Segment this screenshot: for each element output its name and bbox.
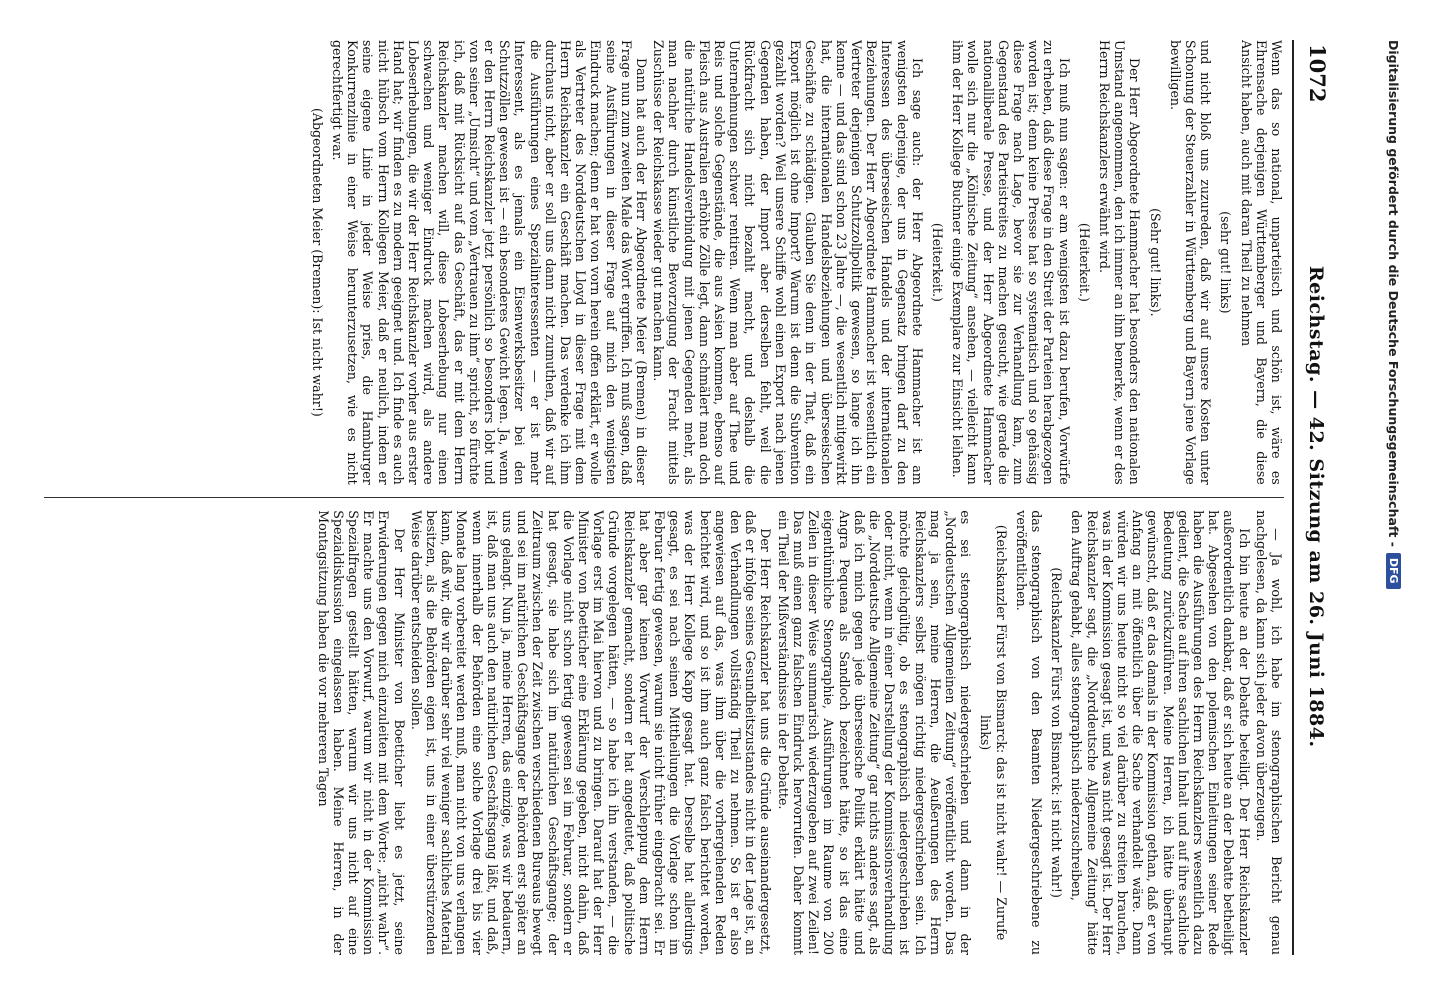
- credit-text: Digitalisierung gefördert durch die Deutsche Forschungsgemeinschaft -: [1386, 40, 1402, 547]
- paragraph: Ich bin heute an der Debatte beteiligt. Der Herr Reichskanzler außerordentlich dankbar, daß er sich heute an der Debatte betheiligt hat. Abgesehen von den polemischen Einleitungen seiner Rede haben die Ausführungen des Herrn Reichskanzlers wesentlich dazu gedient, die Sache auf ihren sachlichen Inhalt und auf ihre sachliche Bedeutung zurückzuführen. Meine Herren, ich hätte überhaupt gewünscht, daß er das damals in der Kommission gethan, daß er von Anfang an mit öffentlich über die Sache verhandelt wäre. Dann würden wir uns heute nicht so viel darüber zu streiten brauchen, was in der Kommission gesagt ist, und was nicht gesagt ist. Der Herr Reichskanzler sagt, die „Norddeutsche Allgemeine Zeitung“ hätte den Auftrag gehabt, alles stenographisch niederzuschreiben,: [1069, 510, 1252, 955]
- interjection: (Abgeordneten Meier (Bremen): Ist nicht wahr!): [309, 107, 325, 417]
- interjection: (Heiterkeit.): [929, 222, 945, 302]
- column-divider: [44, 497, 1284, 499]
- interjection: (sehr gut! links): [1218, 211, 1234, 314]
- interjection: (Sehr gut! links).: [1147, 208, 1163, 317]
- paragraph: — Ja wohl, ich habe im stenographischen Bericht genau nachgelesen, da kann sich jeder davon überzeugen.: [1253, 510, 1284, 955]
- digitization-credit: [1383, 40, 1405, 980]
- paragraph: Ich sage auch: der Herr Abgeordnete Hammacher ist am wenigsten derjenige, der uns in Gegensatz bringen darf zu den Interessen des überseeischen Handels und der internationalen Beziehungen. Der Herr Abgeordnete Hammacher ist wesentlich ein Vertreter derjenigen Schutzzollpolitik gewesen, so lange ich ihn kenne — und das sind schon 23 Jahre —, die wesentlich mitgewirkt hat, die internationalen Handelsbeziehungen und überseeischen Geschäfte zu schädigen. Glauben Sie denn in der That, daß ein Export möglich ist ohne Import? Warum ist denn die Subvention gezahlt worden? Weil unsere Schiffe wohl einen Export nach jenen Gegenden haben, der Import aber derselben fehlt, weil die Rückfracht sich nicht bezahlt macht, und deshalb die Unternehmungen schwer rentiren. Wenn man aber auf Thee und Reis und solche Gegenstände, die aus Asien kommen, ebenso auf Fleisch aus Australien erhöhte Zölle legt, dann schmälert man doch die natürliche Handelsverbindung mit jenen Gegenden mehr, als man nachher durch künstliche Bevorzugung der Fracht mittels Zuschüsse der Reichskasse wieder gut machen kann.: [651, 40, 925, 485]
- right-column: [44, 510, 1284, 955]
- paragraph: Wenn das so national, unparteiisch und schön ist, wäre es Ehrensache derjenigen Württemberger und Bayern, die diese Ansicht haben, auch mit daran Theil zu nehmen: [1238, 40, 1284, 485]
- page-number: 1072: [1305, 44, 1330, 103]
- paragraph: das stenographisch von den Beamten Niedergeschriebene zu veröffentlichen.: [1013, 510, 1044, 955]
- paragraph: und nicht bloß uns zuzureden, daß wir auf unsere Kosten unter Schonung der Steuerzahler in Württemberg und Bayern jene Vorlage bewilligen.: [1167, 40, 1214, 485]
- page-title: Reichstag. — 42. Sitzung am 26. Juni 1884.: [1305, 265, 1327, 748]
- paragraph: es sei stenographisch niedergeschrieben und dann in der „Norddeutschen Allgemeinen Zeitung“ veröffentlicht worden. Das mag ja sein, meine Herren, die Aeußerungen des Herrn Reichskanzlers selbst mögen richtig niedergeschrieben sein. Ich möchte gleichgültig, ob es stenographisch niedergeschrieben ist oder nicht, wenn in einer Darstellung der Kommissionsverhandlung die „Norddeutsche Allgemeine Zeitung“ gar nichts anderes sagt, als daß ich mich gegen jede überseeische Politik erklärt hätte und Angra Pequena als Sandloch bezeichnet hätte, so ist das eine eigenthümliche Stenographie, Ausführungen im Raume von 200 Zeilen in dieser Weise summarisch wiederzugeben auf zwei Zeilen! Das muß einen ganz falschen Eindruck hervorrufen. Daher kommt ein Theil der Mißverständnisse in der Debatte.: [775, 510, 974, 955]
- left-column: [44, 40, 1284, 485]
- paragraph: Der Herr Reichskanzler hat uns die Gründe auseinandergesetzt, daß er infolge seines Gesundheitszustandes nicht in der Lage ist, an den Verhandlungen vollständig Theil zu nehmen. So ist er also angewiesen auf das, was ihm über die vorhergehenden Reden berichtet wird, und so ist ihm auch ganz falsch berichtet worden, was der Herr Kollege Kapp gesagt hat. Derselbe hat allerdings gesagt, es sei nach seinen Mittheilungen die Vorlage schon im Februar fertig gewesen, warum sie nicht früher eingebracht sei. Er hat aber gar keinen Vorwurf der Verschleppung dem Herrn Reichskanzler gemacht, sondern er hat angedeutet, daß politische Gründe vorgelegen hätten, — so habe ich ihn verstanden, — die Vorlage erst im Mai hiervon und zu bringen. Darauf hat der Herr Minister von Boetticher eine Erklärung gegeben, nicht dahin, daß die Vorlage nicht schon fertig gewesen sei im Februar, sondern er hat gesagt, sie habe sich im natürlichen Geschäftsgange; der Zeitraum zwischen der Zeit zwischen verschiedenen Bureaus bewegt und sei im natürlichen Geschäftsgange der Behörden erst später an uns gelangt. Nun ja, meine Herren, das einzige, was wir bedauern, ist, daß man uns auch den natürlichen Geschäftsgang läßt, und daß, wenn innerhalb der Behörden eine solche Vorlage drei bis vier Monate lang vorbereitet werden muß, man nicht von uns verlangen kann, daß wir, die wir darüber sehr viel weniger sachliches Material besitzen, als die Behörden eigen ist, uns in einer überstürzenden Weise darüber entscheiden sollen.: [408, 510, 774, 955]
- paragraph: Der Herr Minister von Boetticher liebt es jetzt, seine Erwiderungen gegen mich einzuleiten mit dem Worte: „nicht wahr“. Er machte uns den Vorwurf, warum wir nicht in der Kommission Spezialfragen gestellt hätten, warum wir uns nicht auf eine Spezialdiskussion eingelassen haben. Meine Herren, in der Montagsitzung haben die vor mehreren Tagen: [315, 510, 407, 955]
- interjection: (Heiterkeit.): [1076, 222, 1092, 302]
- page-header: [1292, 40, 1330, 955]
- interjection: (Reichskanzler Fürst von Bismarck: ist nicht wahr!): [1049, 567, 1065, 898]
- paragraph: Ich muß nun sagen: er am wenigsten ist dazu berufen, Vorwürfe zu erheben, daß diese Frage in den Streit der Parteien herabgezogen worden ist; denn keine Presse hat so systematisch und so gehässig diese Frage nach Lage, bevor sie zur Verhandlung kam, zum Gegenstand des Parteistreites zu machen gesucht, wie gerade die nationalliberale Presse, und der Herr Abgeordnete Hammacher wolle sich nur die „Kölnische Zeitung“ ansehen, — vielleicht kann ihm der Herr Kollege Buchner einige Exemplare zur Einsicht leihen.: [950, 40, 1072, 485]
- dfg-logo: DFG: [1387, 553, 1402, 589]
- interjection: (Reichskanzler Fürst von Bismarck: das ist nicht wahr! — Zurufe links): [978, 524, 1009, 941]
- paragraph: Dann hat auch der Herr Abgeordnete Meier (Bremen) in dieser Frage nun zum zweiten Male das Wort ergriffen. Ich muß sagen, daß seine Ausführungen in dieser Frage auf mich den wenigsten Eindruck machen; denn er hat von vorn herein offen erklärt, er wolle als Vertreter des Norddeutschen Lloyd in dieser Frage mit dem Herrn Reichskanzler ein Geschäft machen. Das verdenke ich ihm durchaus nicht, aber er soll uns dann nicht zumuthen, daß wir auf die Ausführungen eines Spezialinteressenten — er ist mehr Interessent, als es jemals ein Eisenwerksbesitzer bei den Schutzzöllen gewesen ist — ein besonderes Gewicht legen. Ja, wenn er den Herrn Reichskanzler jetzt persönlich so besonders lobt und von seiner „Umsicht“ und vom „Vertrauen zu ihm“ spricht, so fürchte ich, daß mit Rücksicht auf das Geschäft, das er mit dem Herrn Reichskanzler machen will, diese Lobeserhebung nur einen schwachen und weniger Eindruck machen wird, als andere Lobeserhebungen, die wir der Herr Reichskanzler vorher aus erster Hand hat; wir finden es zu modern geeignet und. Ich finde es auch nicht hübsch vom Herrn Kollegen Meier, daß er neulich, indem er seine eigene Linie in jeder Weise pries, die Hamburger Konkurrenzlinie in einer Weise herunterzusetzen, wie es nicht gerechtfertigt war.: [330, 40, 650, 485]
- text-columns: [44, 40, 1284, 955]
- document-page: [30, 40, 1330, 955]
- paragraph: Der Herr Abgeordnete Hammacher hat besonders den nationalen Umstand angenommen, den ich immer an ihm bemerke, wenn er des Herrn Reichskanzlers erwähnt wird.: [1096, 40, 1143, 485]
